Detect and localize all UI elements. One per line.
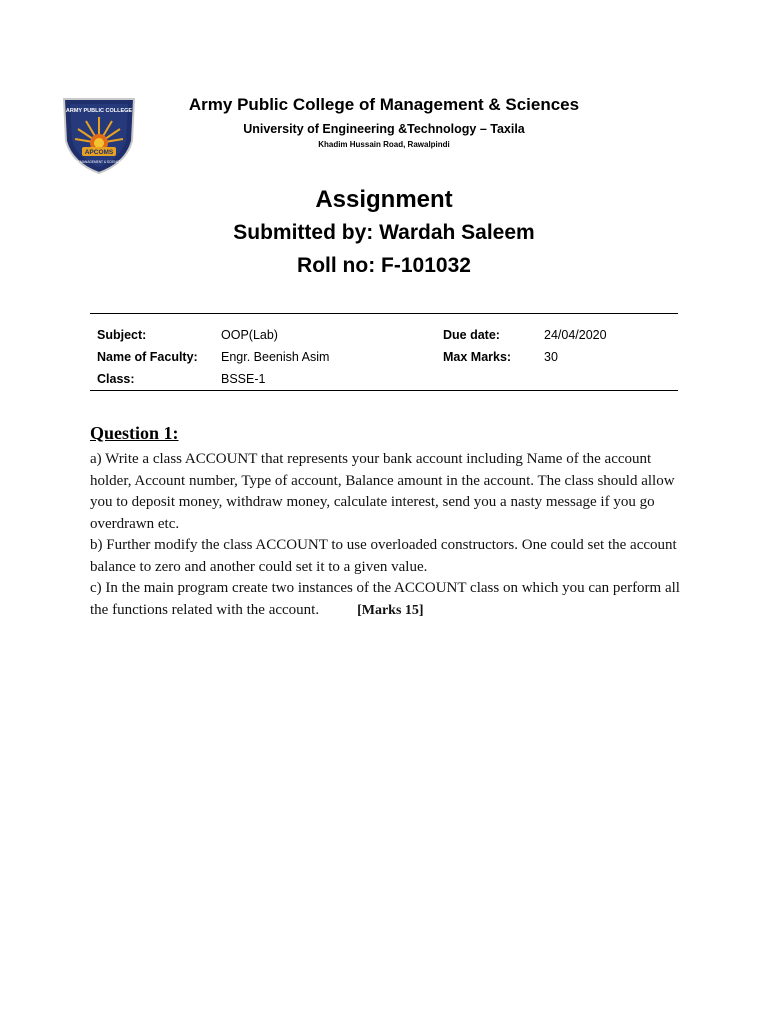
question-body (90, 449, 690, 621)
max-marks-label: Max Marks: (443, 350, 512, 364)
subject-label: Subject: (97, 328, 147, 342)
faculty-label: Name of Faculty: (97, 350, 198, 364)
max-marks-value: 30 (544, 350, 558, 364)
info-row-faculty (97, 350, 657, 372)
question-part-b: b) Further modify the class ACCOUNT to use overloaded constructors. One could set the account balance to zero and another could set it to a given value. (90, 537, 677, 575)
question-part-c: c) In the main program create two instances of the ACCOUNT class on which you can perform all the functions related with the account. (90, 580, 680, 618)
submitted-by: Submitted by: Wardah Saleem (233, 221, 535, 244)
due-date-label: Due date: (443, 328, 500, 342)
question-marks: [Marks 15] (357, 602, 424, 618)
college-name: Army Public College of Management & Sciences (188, 95, 580, 114)
question-part-a: a) Write a class ACCOUNT that represents your bank account including Name of the account holder, Account number, Type of account, Balance amount in the account. The class should allow you to deposit money, withdraw money, calculate interest, send you a nasty message if you go overdrawn etc. (90, 451, 675, 532)
university-name: University of Engineering &Technology – Taxila (243, 122, 525, 136)
due-date-value: 24/04/2020 (544, 328, 607, 342)
subject-value: OOP(Lab) (221, 328, 278, 342)
college-address: Khadim Hussain Road, Rawalpindi (318, 140, 450, 149)
logo-badge-text: APCOMS (84, 149, 114, 156)
assignment-title: Assignment (315, 186, 453, 213)
divider-bottom (90, 390, 678, 391)
logo-sub-text: OF MANAGEMENT & SCIENCES (74, 160, 124, 164)
question-part-c-wrap (90, 578, 690, 621)
class-value: BSSE-1 (221, 372, 266, 386)
question-title: Question 1: (90, 423, 179, 443)
college-logo (60, 95, 138, 175)
logo-top-text: ARMY PUBLIC COLLEGE (65, 108, 133, 114)
info-row-subject (97, 328, 657, 350)
class-label: Class: (97, 372, 135, 386)
divider-top (90, 313, 678, 314)
info-table (97, 328, 657, 394)
roll-number: Roll no: F-101032 (297, 254, 471, 277)
faculty-value: Engr. Beenish Asim (221, 350, 330, 364)
